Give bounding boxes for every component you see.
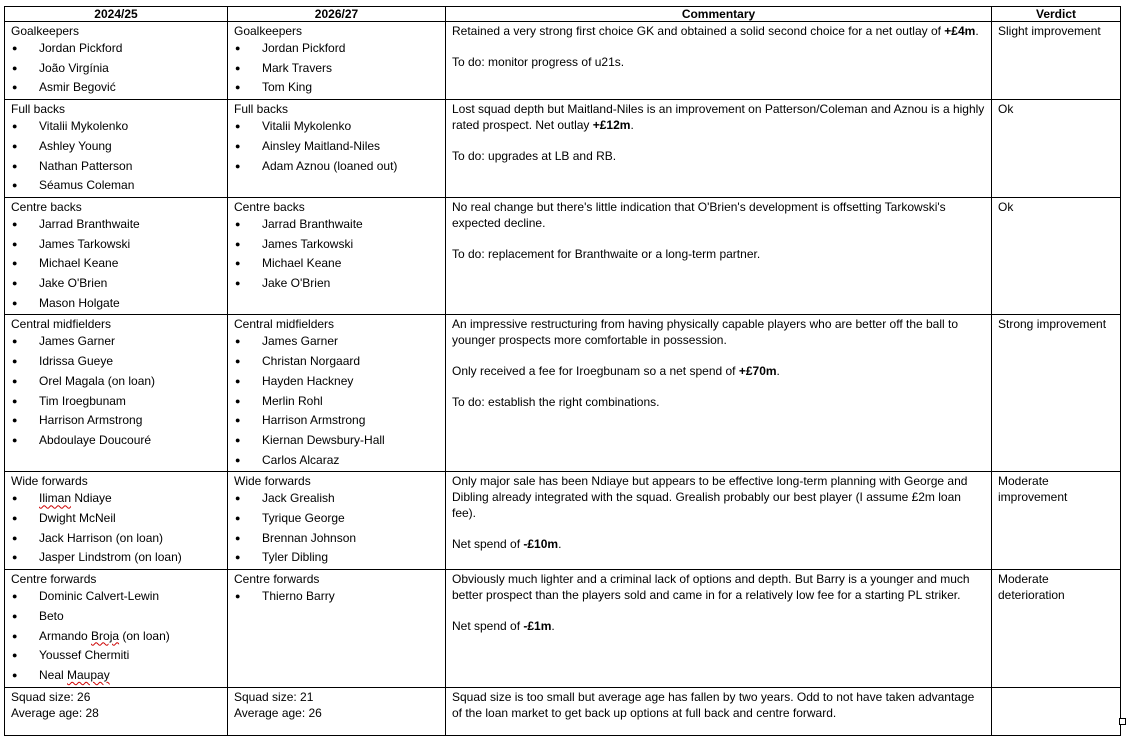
position-label: Full backs: [234, 102, 289, 117]
spellcheck-mark: Maupay: [67, 667, 110, 682]
player-item: ● Adam Aznou (loaned out): [234, 157, 439, 177]
position-cell-old: [5, 22, 228, 100]
position-label: Central midfielders: [11, 317, 112, 332]
average-age-2026-27: Average age: 26: [234, 705, 322, 720]
player-item: ● Abdoulaye Doucouré: [11, 431, 221, 451]
verdict-cell: Ok: [992, 197, 1121, 315]
player-list: [234, 117, 439, 176]
commentary-paragraph: [452, 473, 985, 521]
position-label: Wide forwards: [11, 474, 88, 489]
position-cell-old: [5, 197, 228, 315]
player-item: ● Jack Grealish: [234, 489, 439, 509]
position-label: Centre backs: [11, 199, 82, 214]
position-cell-new: [228, 570, 446, 688]
player-item: ● Kiernan Dewsbury-Hall: [234, 431, 439, 451]
net-spend-value: +£70m: [738, 364, 777, 379]
spellcheck-mark: Iliman: [39, 491, 72, 506]
commentary-text-end: .: [551, 619, 555, 634]
summary-verdict: [992, 687, 1121, 735]
player-item: ● Tyler Dibling: [234, 548, 439, 568]
position-label: Wide forwards: [234, 474, 311, 489]
table-row: [5, 570, 1121, 688]
player-item: ● James Tarkowski: [234, 235, 439, 255]
commentary-text-end: .: [776, 364, 780, 379]
player-item: ● Beto: [11, 607, 221, 627]
player-item: ● Armando Broja (on loan): [11, 627, 221, 647]
commentary-text: Only received a fee for Iroegbunam so a net spend of: [452, 364, 739, 379]
commentary-text-end: .: [630, 118, 634, 133]
player-list: [11, 332, 221, 450]
commentary-text: Net spend of: [452, 537, 524, 552]
commentary-paragraph: [452, 571, 985, 603]
player-list: [11, 587, 221, 686]
commentary-text: To do: establish the right combinations.: [452, 395, 660, 410]
player-list: [234, 587, 439, 607]
verdict-cell: Moderate deterioration: [992, 570, 1121, 688]
player-list: [234, 215, 439, 294]
table-resize-handle[interactable]: [1119, 718, 1126, 725]
player-item: ● James Garner: [11, 332, 221, 352]
summary-commentary: [446, 687, 992, 735]
position-cell-old: [5, 472, 228, 570]
commentary-text: Lost squad depth but Maitland-Niles is an improvement on Patterson/Coleman and Aznou is a highly rated prospect. Net outlay: [452, 102, 985, 133]
player-item: ● Séamus Coleman: [11, 176, 221, 196]
commentary-text: An impressive restructuring from having physically capable players who are better off the ball to younger prospects more comfortable in possession.: [452, 317, 959, 348]
commentary-cell: [446, 197, 992, 315]
player-item: ● João Virgínia: [11, 59, 221, 79]
squad-comparison-table: [4, 6, 1121, 736]
player-item: ● Youssef Chermiti: [11, 646, 221, 666]
net-spend-value: -£10m: [523, 537, 559, 552]
spellcheck-mark: Broja: [91, 628, 120, 643]
player-item: ● Christan Norgaard: [234, 352, 439, 372]
player-item: ● Brennan Johnson: [234, 529, 439, 549]
player-list: [11, 39, 221, 98]
commentary-cell: [446, 472, 992, 570]
summary-old-cell: [5, 687, 228, 735]
position-cell-new: [228, 22, 446, 100]
header-verdict: Verdict: [992, 7, 1121, 22]
net-spend-value: +£4m: [944, 24, 976, 38]
player-item: ● Dwight McNeil: [11, 509, 221, 529]
summary-new-cell: [228, 687, 446, 735]
player-item: ● Ainsley Maitland-Niles: [234, 137, 439, 157]
commentary-text: To do: upgrades at LB and RB.: [452, 149, 617, 164]
player-item: ● Orel Magala (on loan): [11, 372, 221, 392]
commentary-text: Only major sale has been Ndiaye but appears to be effective long-term planning with George and Dibling already integrated with the squad. Grealish probably our best player (I assume £2m loan fee).: [452, 474, 968, 521]
player-item: ● Harrison Armstrong: [11, 411, 221, 431]
position-cell-new: [228, 472, 446, 570]
commentary-paragraph: [452, 246, 985, 262]
position-cell-old: [5, 100, 228, 198]
player-item: ● Neal Maupay: [11, 666, 221, 686]
commentary-text: To do: monitor progress of u21s.: [452, 55, 625, 69]
position-cell-new: [228, 197, 446, 315]
commentary-paragraph: [452, 394, 985, 410]
position-cell-new: [228, 315, 446, 472]
table-row: [5, 315, 1121, 472]
player-item: ● Michael Keane: [11, 254, 221, 274]
position-label: Full backs: [11, 102, 66, 117]
commentary-paragraph: [452, 23, 985, 39]
position-label: Goalkeepers: [234, 24, 303, 38]
verdict-cell: Strong improvement: [992, 315, 1121, 472]
player-item: ● Carlos Alcaraz: [234, 451, 439, 471]
player-item: ● Merlin Rohl: [234, 392, 439, 412]
commentary-paragraph: [452, 148, 985, 164]
header-row: [5, 7, 1121, 22]
header-2026-27: 2026/27: [228, 7, 446, 22]
commentary-paragraph: [452, 536, 985, 552]
player-item: ● Jake O'Brien: [234, 274, 439, 294]
player-item: ● Jack Harrison (on loan): [11, 529, 221, 549]
player-item: ● Jarrad Branthwaite: [234, 215, 439, 235]
position-cell-old: [5, 315, 228, 472]
net-spend-value: -£1m: [523, 619, 552, 634]
table-row: [5, 100, 1121, 198]
player-item: ● Tim Iroegbunam: [11, 392, 221, 412]
position-cell-new: [228, 100, 446, 198]
player-item: ● Harrison Armstrong: [234, 411, 439, 431]
player-item: ● Vitalii Mykolenko: [11, 117, 221, 137]
player-item: ● Vitalii Mykolenko: [234, 117, 439, 137]
player-item: ● James Garner: [234, 332, 439, 352]
commentary-paragraph: [452, 363, 985, 379]
player-list: [11, 215, 221, 314]
table-row: [5, 197, 1121, 315]
commentary-text: Retained a very strong first choice GK and obtained a solid second choice for a net outlay of: [452, 24, 945, 38]
player-item: ● Jarrad Branthwaite: [11, 215, 221, 235]
commentary-text: Net spend of: [452, 619, 524, 634]
table-body: [5, 22, 1121, 688]
verdict-cell: Moderate improvement: [992, 472, 1121, 570]
commentary-text: Obviously much lighter and a criminal lack of options and depth. But Barry is a younger and much better prospect than the players sold and came in for a relatively low fee for a starting PL striker.: [452, 572, 970, 603]
commentary-paragraph: [452, 54, 985, 70]
player-item: ● Mason Holgate: [11, 294, 221, 314]
verdict-cell: Slight improvement: [992, 22, 1121, 100]
commentary-text-end: .: [975, 24, 979, 38]
average-age-2024-25: Average age: 28: [11, 705, 99, 720]
commentary-text-end: .: [558, 537, 562, 552]
position-label: Centre forwards: [234, 572, 320, 587]
commentary-text: To do: replacement for Branthwaite or a long-term partner.: [452, 246, 761, 261]
player-list: [234, 489, 439, 568]
position-label: Centre backs: [234, 199, 305, 214]
player-item: ● Thierno Barry: [234, 587, 439, 607]
table-row: [5, 22, 1121, 100]
player-list: [11, 117, 221, 196]
squad-size-2026-27: Squad size: 21: [234, 689, 314, 704]
player-list: [234, 332, 439, 470]
summary-commentary-text: Squad size is too small but average age has fallen by two years. Odd to not have taken advantage of the loan market to get back up options at full back and centre forward.: [452, 689, 975, 720]
player-list: [234, 39, 439, 98]
commentary-cell: [446, 22, 992, 100]
player-item: ● Dominic Calvert-Lewin: [11, 587, 221, 607]
player-item: ● Michael Keane: [234, 254, 439, 274]
player-item: ● Jasper Lindstrom (on loan): [11, 548, 221, 568]
commentary-cell: [446, 100, 992, 198]
table-row: [5, 472, 1121, 570]
player-item: ● Tyrique George: [234, 509, 439, 529]
position-label: Goalkeepers: [11, 24, 80, 38]
header-commentary: Commentary: [446, 7, 992, 22]
net-spend-value: +£12m: [592, 118, 631, 133]
squad-size-2024-25: Squad size: 26: [11, 689, 91, 704]
player-item: ● Ashley Young: [11, 137, 221, 157]
player-item: ● Tom King: [234, 78, 439, 98]
commentary-cell: [446, 570, 992, 688]
commentary-text: No real change but there's little indication that O'Brien's development is offsetting Tarkowski's expected decline.: [452, 199, 946, 230]
player-item: ● Asmir Begović: [11, 78, 221, 98]
player-item: ● Jordan Pickford: [234, 39, 439, 59]
commentary-paragraph: [452, 101, 985, 133]
player-item: ● Jake O'Brien: [11, 274, 221, 294]
player-item: ● James Tarkowski: [11, 235, 221, 255]
verdict-cell: Ok: [992, 100, 1121, 198]
commentary-paragraph: [452, 316, 985, 348]
summary-row: [5, 687, 1121, 735]
position-label: Centre forwards: [11, 572, 97, 587]
header-2024-25: 2024/25: [5, 7, 228, 22]
player-item: ● Iliman Ndiaye: [11, 489, 221, 509]
position-label: Central midfielders: [234, 317, 335, 332]
player-item: ● Idrissa Gueye: [11, 352, 221, 372]
position-cell-old: [5, 570, 228, 688]
commentary-paragraph: [452, 199, 985, 231]
player-item: ● Nathan Patterson: [11, 157, 221, 177]
player-item: ● Jordan Pickford: [11, 39, 221, 59]
commentary-cell: [446, 315, 992, 472]
commentary-paragraph: [452, 618, 985, 634]
player-item: ● Mark Travers: [234, 59, 439, 79]
player-list: [11, 489, 221, 568]
player-item: ● Hayden Hackney: [234, 372, 439, 392]
